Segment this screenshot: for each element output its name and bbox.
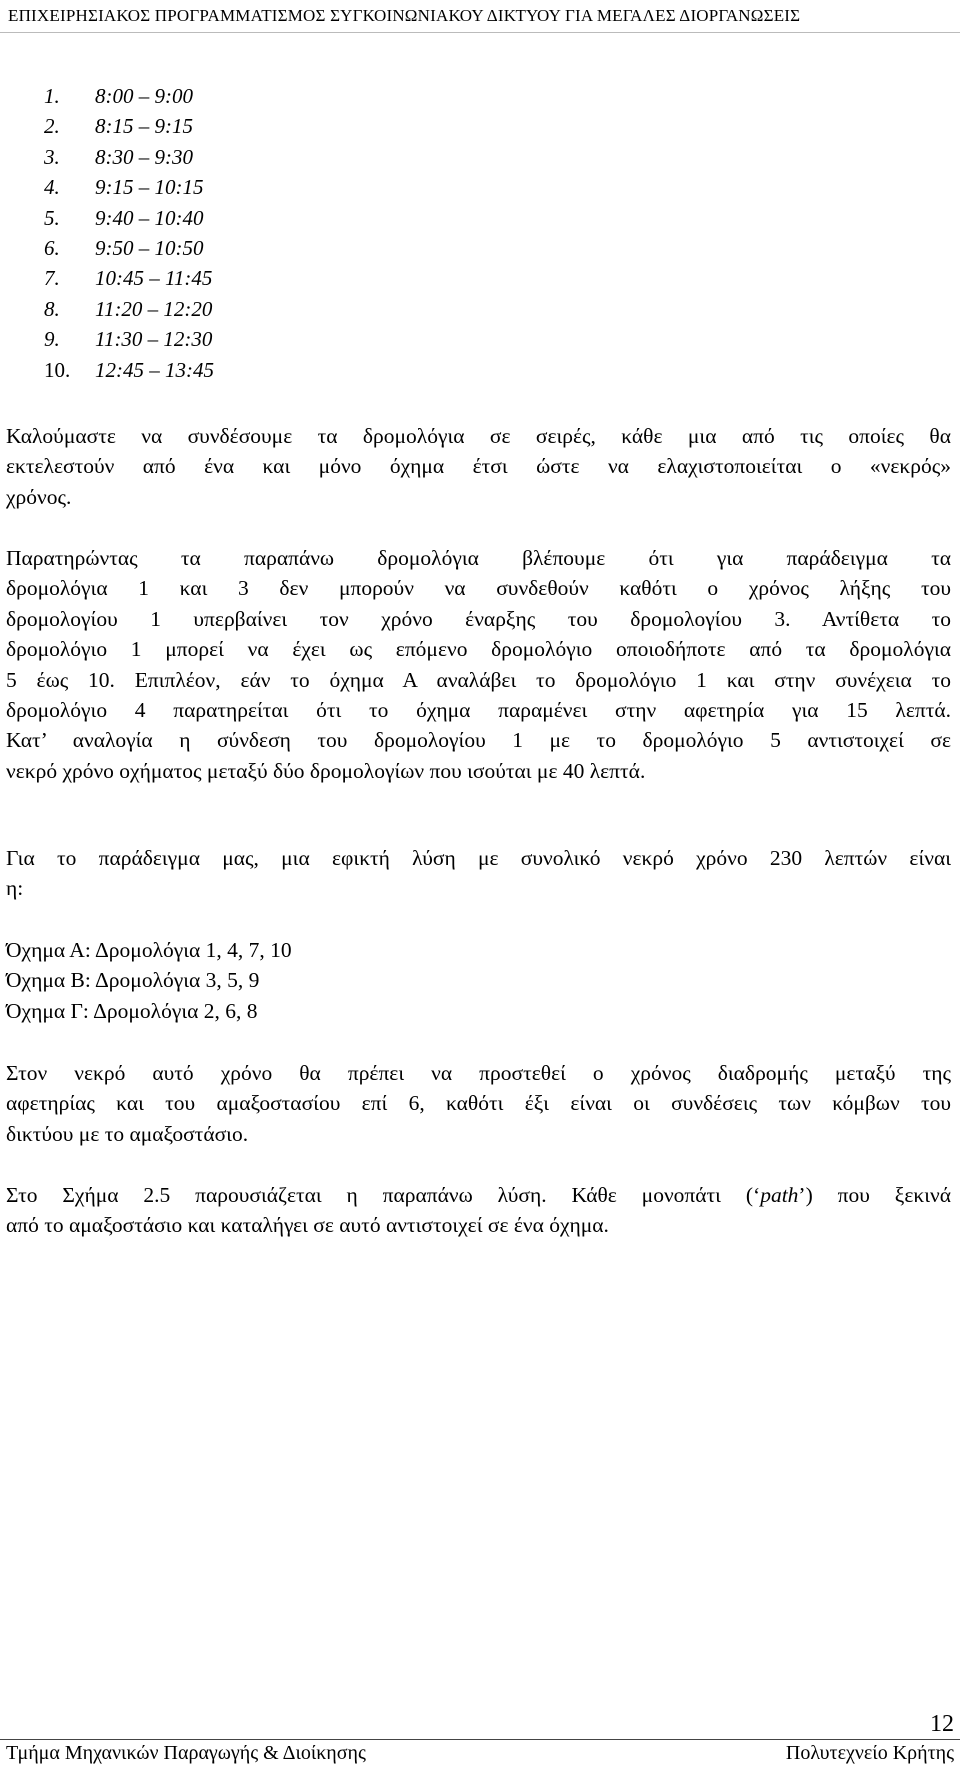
item-number: 3. [44, 144, 60, 169]
text-line: χρόνος. [6, 484, 72, 509]
item-number: 4. [44, 175, 60, 200]
text-line: Κατ’ αναλογία η σύνδεση του δρομολογίου 1 με το δρομολόγιο 5 αντιστοιχεί σε [6, 728, 951, 753]
item-time: 12:45 – 13:45 [95, 357, 214, 382]
item-time: 9:15 – 10:15 [95, 175, 204, 200]
item-number: 8. [44, 296, 60, 321]
text-line: Παρατηρώντας τα παραπάνω δρομολόγια βλέπουμε ότι για παράδειγμα τα [6, 546, 951, 570]
header-title: ΕΠΙΧΕΙΡΗΣΙΑΚΟΣ ΠΡΟΓΡΑΜΜΑΤΙΣΜΟΣ ΣΥΓΚΟΙΝΩΝΙΑΚΟΥ ΔΙΚΤΥΟΥ ΓΙΑ ΜΕΓΑΛΕΣ ΔΙΟΡΓΑΝΩΣΕΙΣ [8, 6, 801, 25]
text-line: νεκρό χρόνο οχήματος μεταξύ δύο δρομολογίων που ισούται με 40 λεπτά. [6, 758, 646, 783]
item-time: 9:50 – 10:50 [95, 235, 204, 260]
paragraph-figure-reference [6, 1180, 951, 1241]
vehicle-line: Όχημα Α: Δρομολόγια 1, 4, 7, 10 [6, 938, 292, 962]
text-line: Στον νεκρό αυτό χρόνο θα πρέπει να προστεθεί ο χρόνος διαδρομής μεταξύ της [6, 1061, 951, 1085]
paragraph-dead-time [6, 1058, 951, 1149]
item-number: 6. [44, 235, 60, 260]
header-divider [0, 32, 960, 33]
text-line: η: [6, 876, 24, 901]
item-number: 9. [44, 327, 60, 352]
vehicle-line: Όχημα Β: Δρομολόγια 3, 5, 9 [6, 968, 260, 993]
vehicle-line: Όχημα Γ: Δρομολόγια 2, 6, 8 [6, 998, 258, 1023]
item-number: 2. [44, 114, 60, 139]
item-time: 8:15 – 9:15 [95, 114, 193, 139]
page-number: 12 [930, 1711, 954, 1737]
text-line: 5 έως 10. Επιπλέον, εάν το όχημα Α αναλάβει το δρομολόγιο 1 και στην συνέχεια το [6, 667, 951, 692]
item-number: 5. [44, 205, 60, 230]
text-line: Για το παράδειγμα μας, μια εφικτή λύση με συνολικό νεκρό χρόνο 230 λεπτών είναι [6, 846, 951, 870]
text-line: Καλούμαστε να συνδέσουμε τα δρομολόγια σε σειρές, κάθε μια από τις οποίες θα [6, 424, 951, 448]
text-line [6, 1180, 951, 1210]
item-number: 7. [44, 266, 60, 291]
text-line: δρομολόγιο 4 παρατηρείται ότι το όχημα παραμένει στην αφετηρία για 15 λεπτά. [6, 698, 951, 723]
item-number: 1. [44, 84, 60, 108]
text-segment: ’) που ξεκινά [798, 1183, 951, 1207]
text-segment: Στο Σχήμα 2.5 παρουσιάζεται η παραπάνω λύση. Κάθε μονοπάτι (‘ [6, 1183, 761, 1207]
paragraph-solution-intro [6, 843, 951, 904]
paragraph-observation [6, 543, 951, 786]
item-time: 11:20 – 12:20 [95, 296, 213, 321]
vehicle-assignments [6, 935, 951, 1026]
item-time: 10:45 – 11:45 [95, 266, 213, 291]
text-line: από το αμαξοστάσιο και καταλήγει σε αυτό αντιστοιχεί σε ένα όχημα. [6, 1213, 609, 1238]
text-line: δρομολογίου 1 υπερβαίνει τον χρόνο έναρξης του δρομολογίου 3. Αντίθετα το [6, 606, 951, 631]
italic-term: path [760, 1183, 799, 1207]
item-number: 10. [44, 357, 71, 382]
footer-university: Πολυτεχνείο Κρήτης [785, 1742, 954, 1764]
text-line: δρομολόγιο 1 μπορεί να έχει ως επόμενο δρομολόγιο οποιοδήποτε από τα δρομολόγια [6, 637, 951, 662]
item-time: 9:40 – 10:40 [95, 205, 204, 230]
text-line: εκτελεστούν από ένα και μόνο όχημα έτσι ώστε να ελαχιστοποιείται ο «νεκρός» [6, 454, 951, 479]
text-line: δικτύου με το αμαξοστάσιο. [6, 1121, 249, 1146]
item-time: 8:00 – 9:00 [95, 84, 193, 108]
item-time: 11:30 – 12:30 [95, 327, 213, 352]
text-line: αφετηρίας και του αμαξοστασίου επί 6, καθότι έξι είναι οι συνδέσεις των κόμβων του [6, 1091, 951, 1116]
footer-department: Τμήμα Μηχανικών Παραγωγής & Διοίκησης [6, 1742, 366, 1764]
footer-divider [0, 1739, 960, 1740]
page-header [8, 4, 952, 27]
text-line: δρομολόγια 1 και 3 δεν μπορούν να συνδεθούν καθότι ο χρόνος λήξης του [6, 576, 951, 601]
item-time: 8:30 – 9:30 [95, 144, 193, 169]
paragraph-objective [6, 421, 951, 512]
